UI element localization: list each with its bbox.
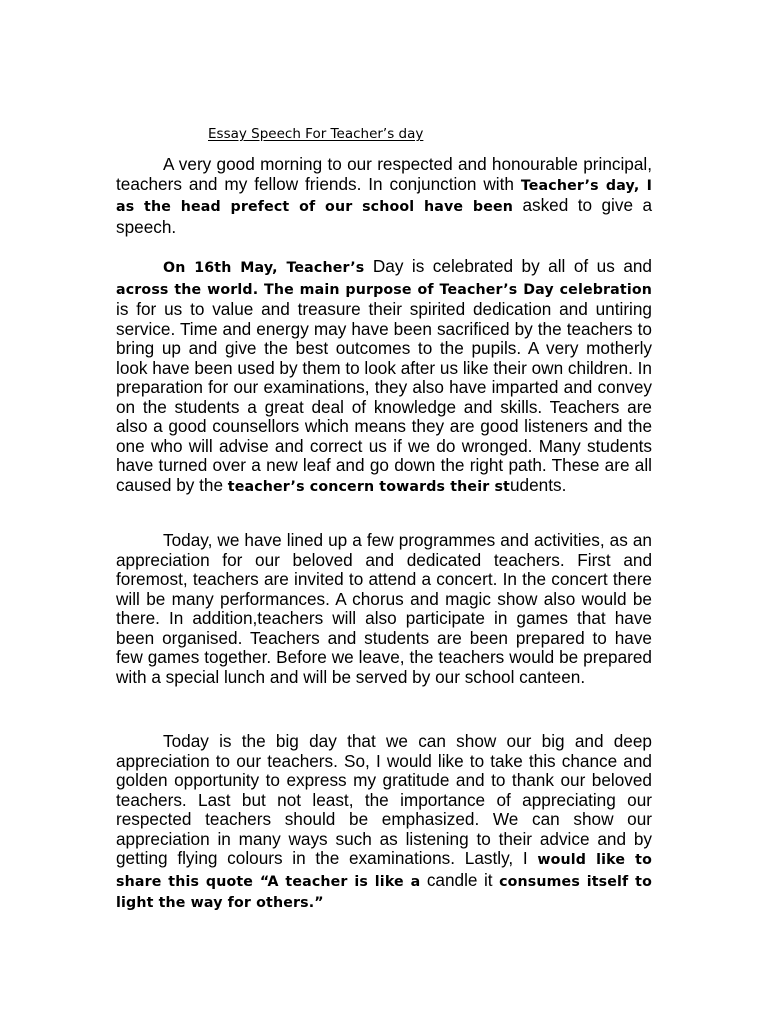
text-segment: A very good morning to our respected and honourable principal, teachers and my fellow friends. In conjunction with [116, 154, 652, 194]
text-segment: Today is the big day that we can show our big and deep appreciation to our teachers. So, I would like to take this chance and golden opportunity to express my gratitude and to thank our beloved teachers. Last but not least, the importance of appreciating our respected teachers should be emphasized. We can show our appreciation in many ways such as listening to their advice and by getting flying colours in the examinations. Lastly, I [116, 731, 652, 868]
bold-text-segment: across the world. The main purpose of Teacher’s Day celebration [116, 281, 652, 298]
text-segment: asked to give a speech. [116, 195, 652, 237]
text-segment: Today, we have lined up a few programmes and activities, as an appreciation for our beloved and dedicated teachers. First and foremost, teachers are invited to attend a concert. In the concert there will be many performances. A chorus and magic show also would be there. In addition,teachers will also participate in games that have been organised. Teachers and students are been prepared to have few games together. Before we leave, the teachers would be prepared with a special lunch and will be served by our school canteen. [116, 530, 652, 687]
bold-text-segment: Teacher’s day, I as the head prefect of our school have been [116, 177, 652, 215]
bold-text-segment: consumes itself to light the way for others.” [116, 873, 652, 911]
text-segment: is for us to value and treasure their spirited dedication and untiring service. Time and energy may have been sacrificed by the teachers to bring up and give the best outcomes to the pupils. A very motherly look have been used by them to look after us like their own children. In preparation for our examinations, they also have imparted and convey on the students a great deal of knowledge and skills. Teachers are also a good counsellors which means they are good listeners and the one who will advise and correct us if we do wronged. Many students have turned over a new leaf and go down the right path. These are all caused by the [116, 299, 652, 495]
text-segment: udents. [509, 474, 567, 495]
bold-text-segment: teacher’s concern towards their st [227, 478, 510, 495]
paragraph-greeting [116, 155, 652, 237]
text-segment: candle it [420, 869, 500, 890]
paragraph-celebration [116, 257, 652, 497]
document-title: Essay Speech For Teacher’s day [208, 126, 424, 142]
bold-text-segment: On 16th May, Teacher’s [163, 260, 365, 276]
text-segment: Day is celebrated by all of us and [364, 256, 652, 276]
bold-text-segment: would like to share this quote “A teacher is like a [116, 852, 652, 890]
paragraph-conclusion [116, 732, 652, 914]
paragraph-programmes [116, 531, 652, 687]
